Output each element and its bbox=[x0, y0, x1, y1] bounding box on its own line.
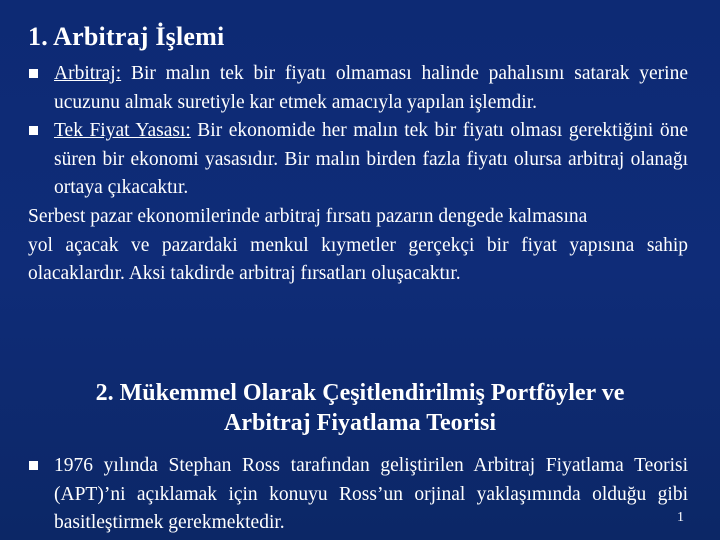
term-tek-fiyat-yasasi: Tek Fiyat Yasası: bbox=[54, 120, 191, 142]
paragraph-yol-acacak: yol açacak ve pazardaki menkul kıymetler gerçekçi bir fiyat yapısına sahip olacaklardır. Aksi takdirde arbitraj fırsatları oluşacaktır. bbox=[28, 234, 688, 285]
bullet-ross-apt bbox=[28, 452, 688, 538]
slide-title: 1. Arbitraj İşlemi bbox=[28, 22, 225, 51]
subtitle-line-2: Arbitraj Fiyatlama Teorisi bbox=[224, 410, 496, 436]
page-number: 1 bbox=[677, 510, 684, 525]
square-bullet-icon bbox=[29, 69, 38, 78]
square-bullet-icon bbox=[29, 461, 38, 470]
square-bullet-icon bbox=[29, 126, 38, 135]
bullet-arbitraj bbox=[28, 60, 688, 117]
slide-body-bottom bbox=[28, 452, 688, 538]
bullet-tek-fiyat-yasasi bbox=[28, 117, 688, 203]
term-arbitraj: Arbitraj: bbox=[54, 63, 122, 84]
definition-arbitraj: Bir malın tek bir fiyatı olmaması halinde pahalısını satarak yerine ucuzunu almak suretiyle kar etmek amacıyla yapılan işlemdir. bbox=[54, 63, 688, 113]
subtitle-line-1: 2. Mükemmel Olarak Çeşitlendirilmiş Portföyler ve bbox=[95, 380, 625, 406]
paragraph-serbest-pazar: Serbest pazar ekonomilerinde arbitraj fırsatı pazarın dengede kalmasına bbox=[28, 205, 588, 227]
slide-body bbox=[28, 60, 688, 289]
section-subtitle bbox=[30, 378, 690, 438]
bullet-ross-apt-text: 1976 yılında Stephan Ross tarafından geliştirilen Arbitraj Fiyatlama Teorisi (APT)’ni açıklamak için konuyu Ross’un orjinal yaklaşımında olduğu gibi basitleştirmek gerekmektedir. bbox=[54, 455, 688, 534]
definition-tek-fiyat-yasasi: Bir ekonomide her malın tek bir fiyatı olması gerektiğini öne süren bir ekonomi yasasıdır. Bir malın birden fazla fiyatı olursa arbitraj olanağı ortaya çıkacaktır. bbox=[54, 120, 688, 199]
